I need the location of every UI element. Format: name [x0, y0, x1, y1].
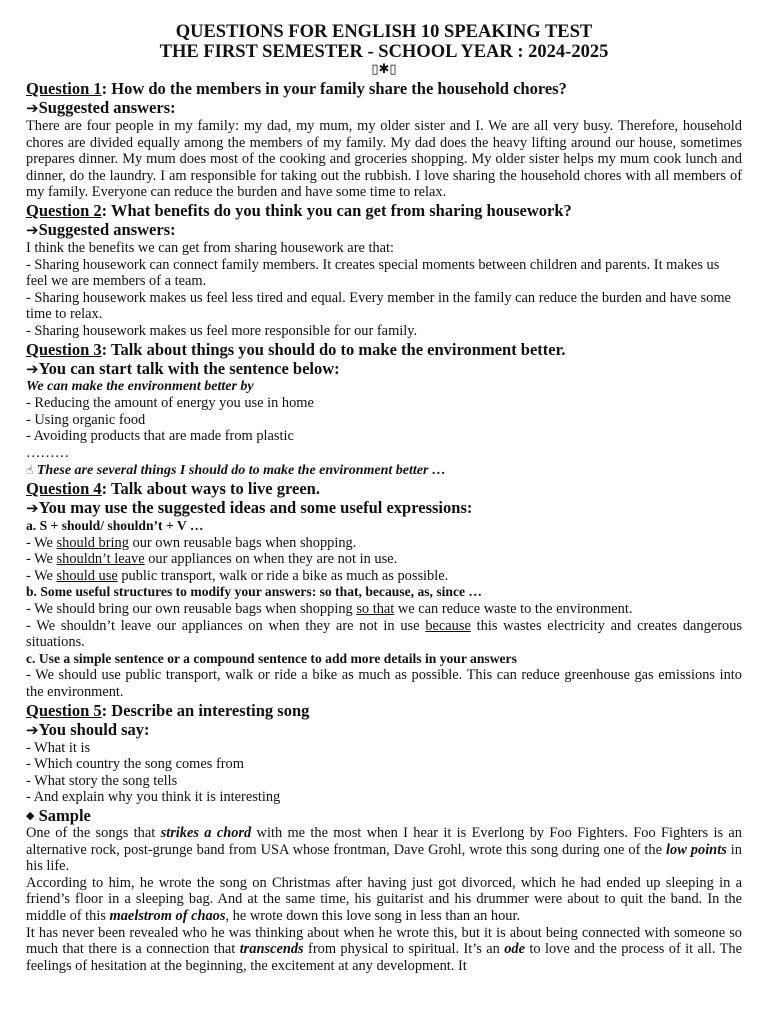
sample-heading: ◆ Sample — [26, 806, 91, 825]
section-a-example: - We should use public transport, walk or ride a bike as much as possible. — [26, 567, 449, 584]
question-2-text: : What benefits do you think you can get from sharing housework? — [101, 200, 572, 220]
arrow-icon: ➔ — [26, 720, 39, 739]
section-a-example: - We should bring our own reusable bags when shopping. — [26, 534, 357, 551]
sample-paragraph-1: One of the songs that strikes a chord with me the most when I hear it is Everlong by Foo Fighters. Foo Fighters is an alternative rock, post-grunge band from USA whose frontman, Dave Grohl, wrote this song during one of the low points in his life. — [26, 825, 742, 875]
question-4-heading — [26, 479, 742, 498]
question-3-label: Question 3 — [26, 339, 102, 359]
section-a-example: - We shouldn’t leave our appliances on when they are not in use. — [26, 551, 398, 568]
question-5-text: : Describe an interesting song — [101, 700, 310, 720]
question-2-item: - Sharing housework can connect family members. It creates special moments between children and parents. It makes us feel we are members of a team. — [26, 256, 720, 290]
question-5-heading — [26, 701, 742, 720]
question-2-item: - Sharing housework makes us feel more responsible for our family. — [26, 322, 418, 339]
pointing-hand-icon: ☝ — [26, 462, 34, 477]
question-1-subheading: ➔Suggested answers: — [26, 98, 176, 117]
question-3-lead: We can make the environment better by — [26, 378, 254, 394]
sample-paragraph-3: It has never been revealed who he was thinking about when he wrote this, but it is about being connected with someone so much that there is a connection that transcends from physical to spiritual. It’s an ode to love and the process of it all. The feelings of hesitation at the beginning, the excitement at any development. It — [26, 924, 742, 974]
title-line-2: THE FIRST SEMESTER - SCHOOL YEAR : 2024-2025 — [159, 42, 609, 62]
section-c-heading: c. Use a simple sentence or a compound sentence to add more details in your answers — [26, 650, 517, 666]
question-1-answer: There are four people in my family: my dad, my mum, my older sister and I. We are all very busy. Therefore, household chores are divided equally among the members of my family. My dad does the heavy lifting around our house, sometimes prepares dinner. My mum does most of the cooking and groceries shopping. My older sister helps my mum cook lunch and dinner, do the laundry. I am responsible for taking out the rubbish. I love sharing the household chores with all members of my family. Everyone can reduce the burden and have some time to relax. — [26, 118, 742, 201]
diamond-bullet-icon: ◆ — [26, 809, 35, 822]
title-line-1: QUESTIONS FOR ENGLISH 10 SPEAKING TEST — [175, 22, 593, 42]
question-3-item: - Using organic food — [26, 411, 146, 428]
question-4-label: Question 4 — [26, 479, 102, 499]
question-3-item: - Reducing the amount of energy you use in home — [26, 395, 314, 412]
section-a-heading: a. S + should/ shouldn’t + V … — [26, 518, 204, 534]
question-1-heading — [26, 79, 742, 98]
question-3-subheading: ➔You can start talk with the sentence below: — [26, 358, 340, 378]
question-3-ellipsis: ……… — [26, 444, 70, 461]
question-4-subheading: ➔You may use the suggested ideas and some useful expressions: — [26, 498, 473, 518]
question-3-item: - Avoiding products that are made from plastic — [26, 428, 294, 445]
question-2-item: - Sharing housework makes us feel less tired and equal. Every member in the family can reduce the burden and have some time to relax. — [26, 289, 731, 323]
question-5-subheading: ➔You should say: — [26, 719, 150, 739]
question-4-text: : Talk about ways to live green. — [101, 479, 320, 499]
question-3-heading — [26, 340, 742, 359]
question-2-subheading: ➔Suggested answers: — [26, 219, 176, 239]
arrow-icon: ➔ — [26, 99, 39, 117]
section-b-example: - We should bring our own reusable bags when shopping so that we can reduce waste to the environment. — [26, 601, 633, 618]
arrow-icon: ➔ — [26, 359, 39, 378]
question-2-label: Question 2 — [26, 200, 102, 220]
title-ornament: ▯✱▯ — [371, 62, 397, 77]
sample-paragraph-2: According to him, he wrote the song on Christmas after having just got divorced, which he had ended up sleeping in a friend’s floor in a sleeping bag. And at the same time, his guitarist and his drummer were about to quit the band. In the middle of this maelstrom of chaos, he wrote down this love song in less than an hour. — [26, 874, 742, 924]
question-5-item: - And explain why you think it is interesting — [26, 789, 281, 806]
question-5-label: Question 5 — [26, 700, 102, 720]
question-5-item: - Which country the song comes from — [26, 756, 244, 773]
arrow-icon: ➔ — [26, 499, 39, 518]
arrow-icon: ➔ — [26, 220, 39, 239]
question-1-label: Question 1 — [26, 79, 102, 98]
question-1-text: : How do the members in your family share the household chores? — [101, 79, 567, 98]
question-3-closing: ☝ These are several things I should do to make the environment better … — [26, 462, 446, 478]
question-5-item: - What it is — [26, 739, 91, 756]
section-c-example: - We should use public transport, walk or ride a bike as much as possible. This can reduce greenhouse gas emissions into the environment. — [26, 667, 742, 701]
section-b-example: - We shouldn’t leave our appliances on when they are not in use because this wastes electricity and creates dangerous situations. — [26, 617, 742, 651]
question-3-text: : Talk about things you should do to make the environment better. — [101, 339, 566, 359]
question-5-item: - What story the song tells — [26, 772, 178, 789]
question-2-intro: I think the benefits we can get from sharing housework are that: — [26, 239, 395, 256]
section-b-heading: b. Some useful structures to modify your answers: so that, because, as, since … — [26, 584, 483, 600]
question-2-heading — [26, 201, 742, 220]
